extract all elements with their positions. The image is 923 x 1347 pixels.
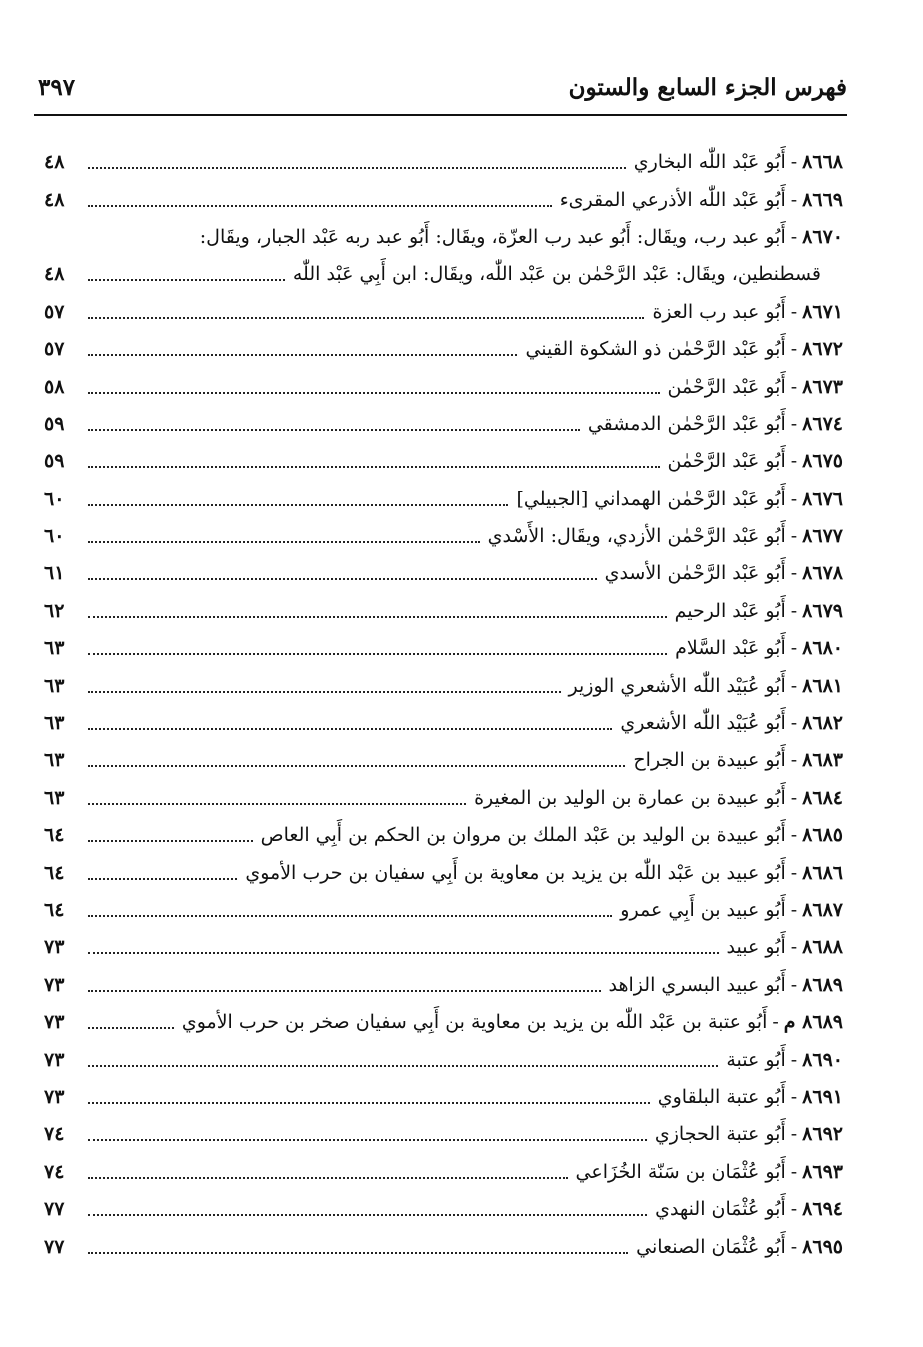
entry-separator: - [790, 749, 798, 772]
entry-separator: - [790, 899, 798, 921]
entry-name: أَبُو عُبَيْد اللّٰه الأشعري الوزير [568, 674, 786, 697]
entry-separator: - [790, 599, 798, 622]
dot-leader [88, 353, 517, 356]
entry-number: ٨٦٨١ [802, 674, 843, 697]
entry-page-number: ٦٢ [44, 599, 65, 622]
index-entry [44, 443, 843, 480]
dot-leader [88, 914, 612, 917]
entry-name: أَبُو عبد رب العزة [652, 300, 786, 323]
dot-leader [88, 615, 667, 618]
dot-leader [88, 690, 561, 693]
entry-page-number: ٧٣ [44, 1048, 65, 1071]
index-entry [44, 1041, 843, 1078]
entry-number: ٨٦٧٩ [802, 599, 843, 622]
index-entry [44, 518, 843, 555]
index-entry [44, 817, 843, 854]
index-entry [44, 780, 843, 817]
index-entry [44, 555, 843, 592]
entry-name: أَبُو عُبَيْد اللّٰه الأشعري [620, 712, 786, 735]
entry-number: ٨٦٨٩ م [783, 1011, 843, 1034]
entry-name: أَبُو عَبْد الرَّحْمٰن الأسدي [604, 562, 786, 585]
entry-number: ٨٦٨٦ [802, 861, 843, 884]
entry-name: أَبُو عُثْمَان النهدي [655, 1198, 786, 1221]
dot-leader [88, 839, 253, 842]
entry-page-number: ٧٣ [44, 1085, 65, 1108]
entry-separator: - [790, 786, 798, 809]
entry-name: أَبُو عبيد بن أَبِي عمرو [620, 899, 786, 921]
entry-number: ٨٦٨٢ [802, 712, 843, 735]
entry-name: أَبُو عبد رب، ويقَال: أَبُو عبد رب العزّة، ويقَال: أَبُو عبد ربه عَبْد الجبار، ويقَال: [199, 225, 786, 248]
entry-separator: - [790, 151, 798, 174]
entry-name: أَبُو عتبة الحجازي [654, 1123, 786, 1146]
entry-name: أَبُو عَبْد الرَّحْمٰن الدمشقي [587, 412, 786, 435]
entry-page-number: ٧٧ [44, 1235, 65, 1258]
entry-page-number: ٦٣ [44, 786, 65, 809]
entry-separator: - [772, 1011, 779, 1034]
entry-number: ٨٦٧٦ [802, 487, 843, 510]
entry-name: أَبُو عتبة بن عَبْد اللّٰه بن يزيد بن معاوية بن أَبِي سفيان صخر بن حرب الأموي [181, 1011, 768, 1034]
entry-page-number: ٦٣ [44, 712, 65, 735]
entry-name: أَبُو عبيد بن عَبْد اللّٰه بن يزيد بن معاوية بن أَبِي سفيان بن حرب الأموي [245, 861, 786, 884]
index-entry [44, 1116, 843, 1153]
entry-page-number: ٦٤ [44, 824, 65, 847]
entry-page-number: ٧٤ [44, 1123, 65, 1146]
entry-name: أَبُو عَبْد السَّلام [675, 637, 786, 660]
entry-page-number: ٦٤ [44, 899, 65, 921]
dot-leader [88, 652, 667, 655]
index-entry [44, 331, 843, 368]
entry-separator: - [790, 450, 798, 473]
entry-separator: - [790, 525, 798, 548]
entry-page-number: ٦٣ [44, 637, 65, 660]
dot-leader [88, 1138, 647, 1141]
index-entry [44, 256, 843, 293]
entry-separator: - [790, 225, 798, 248]
index-entry [44, 1228, 843, 1265]
entry-separator: - [790, 300, 798, 323]
index-entry [44, 1004, 843, 1041]
entry-page-number: ٥٧ [44, 300, 65, 323]
index-entry [44, 1079, 843, 1116]
entry-number: ٨٦٩٤ [802, 1198, 843, 1221]
entry-page-number: ٥٨ [44, 375, 65, 398]
entry-name: أَبُو عَبْد الرَّحْمٰن الهمداني [الجبيلي] [516, 487, 786, 510]
dot-leader [88, 204, 552, 207]
entry-page-number: ٧٧ [44, 1198, 65, 1221]
entry-number: ٨٦٨٨ [802, 936, 843, 959]
entry-separator: - [790, 375, 798, 398]
entry-name: أَبُو عُثْمَان بن سَنّة الخُزَاعي [575, 1160, 786, 1183]
index-entry [44, 705, 843, 742]
entry-separator: - [790, 1198, 798, 1221]
entry-name: أَبُو عَبْد الرَّحْمٰن الأزدي، ويقَال: الأَسْدي [487, 525, 786, 548]
entry-number: ٨٦٨٧ [802, 899, 843, 921]
dot-leader [88, 503, 508, 506]
index-list [44, 144, 843, 1266]
index-entry [44, 368, 843, 405]
entry-page-number: ٥٩ [44, 412, 65, 435]
dot-leader [88, 1213, 647, 1216]
entry-number: ٨٦٨٤ [802, 786, 843, 809]
dot-leader [88, 764, 625, 767]
index-entry [44, 742, 843, 779]
dot-leader [88, 1176, 568, 1179]
entry-number: ٨٦٨٩ [802, 973, 843, 996]
index-entry [44, 892, 843, 929]
entry-page-number: ٦٠ [44, 525, 65, 548]
entry-name: أَبُو عَبْد الرَّحْمٰن [667, 450, 786, 473]
entry-number: ٨٦٩١ [802, 1085, 843, 1108]
entry-separator: - [790, 861, 798, 884]
index-entry [44, 967, 843, 1004]
index-entry [44, 406, 843, 443]
entry-page-number: ٦٤ [44, 861, 65, 884]
entry-separator: - [790, 1235, 798, 1258]
dot-leader [88, 391, 660, 394]
entry-page-number: ٥٧ [44, 338, 65, 361]
entry-name: أَبُو عبيدة بن الوليد بن عَبْد الملك بن مروان بن الحكم بن أَبِي العاص [260, 824, 786, 847]
entry-number: ٨٦٧٨ [802, 562, 843, 585]
dot-leader [88, 577, 597, 580]
entry-name: أَبُو عُثْمَان الصنعاني [636, 1235, 786, 1258]
entry-name: أَبُو عَبْد اللّٰه الأذرعي المقرىء [559, 188, 786, 211]
dot-leader [88, 540, 480, 543]
entry-number: ٨٦٧٤ [802, 412, 843, 435]
dot-leader [88, 428, 580, 431]
entry-number: ٨٦٦٨ [802, 151, 843, 174]
entry-page-number: ٤٨ [44, 151, 65, 174]
entry-separator: - [790, 973, 798, 996]
entry-name: أَبُو عبيدة بن الجراح [633, 749, 786, 772]
entry-page-number: ٧٤ [44, 1160, 65, 1183]
entry-number: ٨٦٨٥ [802, 824, 843, 847]
index-entry [44, 929, 843, 966]
entry-number: ٨٦٩٠ [802, 1048, 843, 1071]
entry-separator: - [790, 487, 798, 510]
dot-leader [88, 316, 644, 319]
index-entry [44, 481, 843, 518]
entry-name: أَبُو عبيد البسري الزاهد [608, 973, 786, 996]
index-entry [44, 294, 843, 331]
dot-leader [88, 1064, 718, 1067]
page-number: ٣٩٧ [38, 74, 76, 101]
entry-separator: - [790, 562, 798, 585]
entry-number: ٨٦٩٥ [802, 1235, 843, 1258]
entry-name: أَبُو عبيدة بن عمارة بن الوليد بن المغيرة [474, 786, 786, 809]
entry-separator: - [790, 1085, 798, 1108]
entry-page-number: ٤٨ [44, 263, 65, 286]
entry-page-number: ٧٣ [44, 936, 65, 959]
dot-leader [88, 877, 237, 880]
index-entry [44, 630, 843, 667]
entry-page-number: ٦٣ [44, 674, 65, 697]
dot-leader [88, 727, 612, 730]
entry-name: أَبُو عتبة [726, 1048, 786, 1071]
entry-number: ٨٦٧٣ [802, 375, 843, 398]
entry-name: قسطنطين، ويقَال: عَبْد الرَّحْمٰن بن عَبْد اللّٰه، ويقَال: ابن أَبِي عَبْد اللّٰه [292, 263, 821, 286]
entry-number: ٨٦٧٢ [802, 338, 843, 361]
dot-leader [88, 278, 285, 281]
dot-leader [88, 989, 601, 992]
entry-separator: - [790, 674, 798, 697]
entry-separator: - [790, 712, 798, 735]
entry-separator: - [790, 412, 798, 435]
index-entry [44, 854, 843, 891]
page-header [34, 68, 847, 112]
index-entry [44, 144, 843, 181]
entry-number: ٨٦٧٧ [802, 525, 843, 548]
entry-separator: - [790, 338, 798, 361]
dot-leader [88, 1026, 174, 1029]
entry-number: ٨٦٩٣ [802, 1160, 843, 1183]
entry-name: أَبُو عَبْد الرَّحْمٰن ذو الشكوة القيني [525, 338, 786, 361]
entry-separator: - [790, 188, 798, 211]
dot-leader [88, 1101, 650, 1104]
entry-separator: - [790, 936, 798, 959]
entry-number: ٨٦٧٠ [802, 225, 843, 248]
entry-number: ٨٦٧١ [802, 300, 843, 323]
index-entry [44, 181, 843, 218]
entry-page-number: ٧٣ [44, 973, 65, 996]
dot-leader [88, 951, 719, 954]
entry-number: ٨٦٩٢ [802, 1123, 843, 1146]
dot-leader [88, 1251, 628, 1254]
entry-number: ٨٦٨٠ [802, 637, 843, 660]
page-title: فهرس الجزء السابع والستون [568, 74, 847, 101]
entry-name: أَبُو عبيد [726, 936, 786, 959]
entry-page-number: ٦١ [44, 562, 65, 585]
entry-number: ٨٦٧٥ [802, 450, 843, 473]
entry-name: أَبُو عَبْد اللّٰه البخاري [633, 151, 786, 174]
entry-page-number: ٦٠ [44, 487, 65, 510]
index-entry [44, 1154, 843, 1191]
index-entry [44, 1191, 843, 1228]
entry-separator: - [790, 1160, 798, 1183]
dot-leader [88, 166, 626, 169]
entry-separator: - [790, 1048, 798, 1071]
header-rule [34, 114, 847, 116]
dot-leader [88, 465, 660, 468]
dot-leader [88, 802, 466, 805]
index-entry [44, 219, 843, 256]
index-entry [44, 667, 843, 704]
entry-separator: - [790, 824, 798, 847]
entry-page-number: ٤٨ [44, 188, 65, 211]
entry-number: ٨٦٨٣ [802, 749, 843, 772]
entry-page-number: ٥٩ [44, 450, 65, 473]
entry-name: أَبُو عتبة البلقاوي [657, 1085, 786, 1108]
entry-page-number: ٦٣ [44, 749, 65, 772]
index-entry [44, 593, 843, 630]
entry-separator: - [790, 1123, 798, 1146]
entry-number: ٨٦٦٩ [802, 188, 843, 211]
entry-name: أَبُو عَبْد الرَّحْمٰن [667, 375, 786, 398]
entry-separator: - [790, 637, 798, 660]
entry-page-number: ٧٣ [44, 1011, 65, 1034]
entry-name: أَبُو عَبْد الرحيم [674, 599, 786, 622]
